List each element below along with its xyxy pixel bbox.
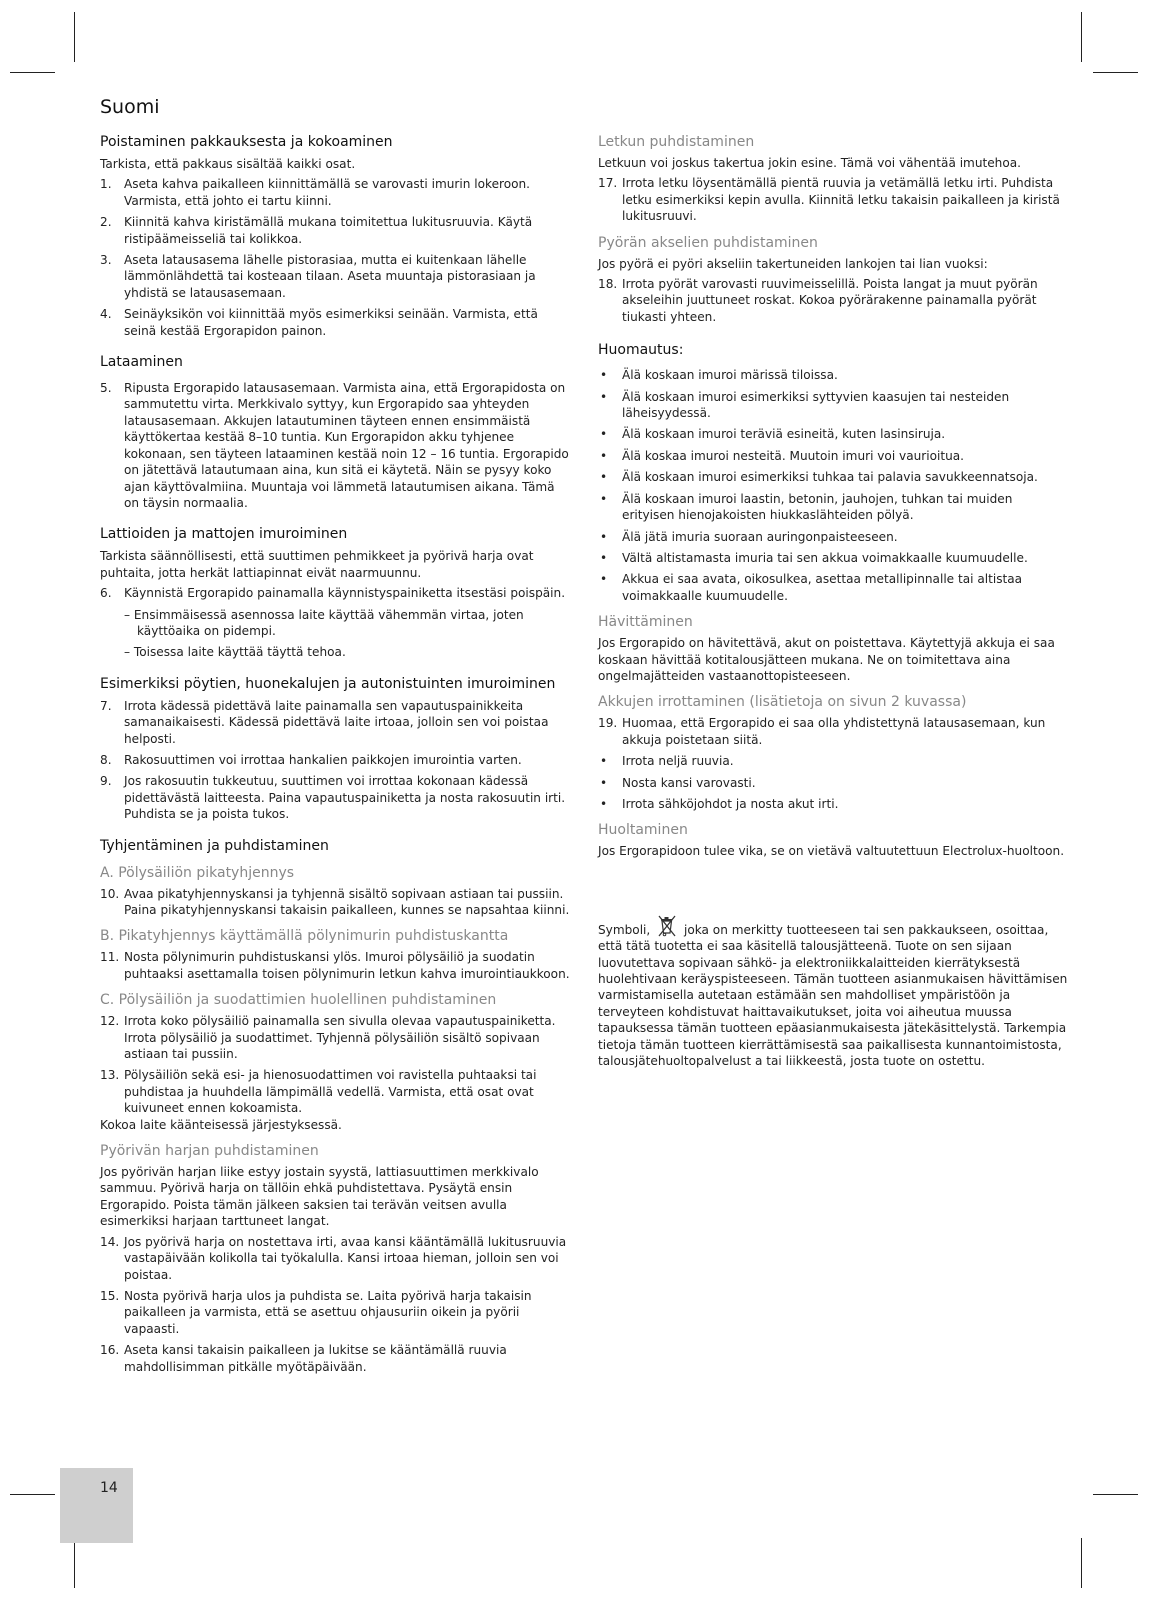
service-heading: Huoltaminen xyxy=(598,822,688,839)
list-item: • Vältä altistamasta imuria tai sen akkua voimakkaalle kuumuudelle. xyxy=(600,550,1028,565)
list-item: 2. Kiinnitä kahva kiristämällä mukana toimitettua lukitusruuvia. Käytä ristipäämeisseliä tai kolikkoa. xyxy=(100,215,533,246)
brush-heading: Pyörivän harjan puhdistaminen xyxy=(100,1143,319,1160)
list-item: 18. Irrota pyörät varovasti ruuvimeisselillä. Poista langat ja muut pyörän akseleihin juuttuneet roskat. Kokoa pyörärakenne painamalla pyörät tiukasti yhteen. xyxy=(598,277,1038,324)
axle-intro: Jos pyörä ei pyöri akseliin takertuneiden lankojen tai lian vuoksi: xyxy=(598,256,988,271)
list-item: • Irrota neljä ruuvia. xyxy=(600,754,734,769)
crop-mark-top-right xyxy=(1081,12,1082,62)
list-item: • Irrota sähköjohdot ja nosta akut irti. xyxy=(600,796,839,811)
note-bullets xyxy=(598,367,1068,604)
floor-intro: Tarkista säännöllisesti, että suuttimen pehmikkeet ja pyörivä harja ovat puhtaita, jotta herkät lattiapinnat eivät naarmuunnu. xyxy=(100,549,534,580)
crop-mark-bottom-right-h xyxy=(1093,1494,1138,1495)
list-item: 15. Nosta pyörivä harja ulos ja puhdista se. Laita pyörivä harja takaisin paikalleen ja varmista, että se asettuu ohjausuriin oikein ja pyörii vapaasti. xyxy=(100,1288,532,1336)
right-column xyxy=(598,133,1068,1073)
empty-a-steps xyxy=(100,886,572,919)
charging-heading: Lataaminen xyxy=(100,354,183,371)
hose-intro: Letkuun voi joskus takertua jokin esine. Tämä voi vähentää imutehoa. xyxy=(598,156,1022,170)
list-item: • Älä koskaan imuroi esimerkiksi tuhkaa tai palavia savukkeennatsoja. xyxy=(600,470,1038,485)
hose-heading: Letkun puhdistaminen xyxy=(598,134,755,150)
list-item: – Toisessa laite käyttää täyttä tehoa. xyxy=(124,645,346,660)
empty-c-outro: Kokoa laite käänteisessä järjestyksessä. xyxy=(100,1117,342,1132)
service-text: Jos Ergorapidoon tulee vika, se on vietävä valtuutettuun Electrolux-huoltoon. xyxy=(598,844,1065,859)
crossed-out-wheelie-bin-icon xyxy=(656,914,678,938)
brush-intro: Jos pyörivän harjan liike estyy jostain syystä, lattiasuuttimen merkkivalo sammuu. Pyörivä harja on tällöin ehkä puhdistettava. Pysäytä ensin Ergorapido. Poista tämän jälkeen saksien tai terävän veitsen avulla esimerkiksi harjaan tarttuneet langat. xyxy=(100,1165,539,1229)
empty-heading: Tyhjentäminen ja puhdistaminen xyxy=(100,837,329,854)
floor-heading: Lattioiden ja mattojen imuroiminen xyxy=(100,526,348,543)
dispose-heading: Hävittäminen xyxy=(598,614,693,631)
page-number-box xyxy=(60,1468,133,1543)
note-heading: Huomautus: xyxy=(598,342,684,359)
unpack-steps xyxy=(100,176,572,339)
list-item: • Älä koskaa imuroi nesteitä. Muutoin imuri voi vaurioitua. xyxy=(600,448,965,463)
list-item: 10. Avaa pikatyhjennyskansi ja tyhjennä sisältö sopivaan astiaan tai pussiin. Paina pikatyhjennyskansi takaisin paikalleen, kunnes se napsahtaa kiinni. xyxy=(100,886,570,917)
floor-steps xyxy=(100,585,572,661)
brush-steps xyxy=(100,1234,572,1375)
empty-c-heading: C. Pölysäiliön ja suodattimien huolellinen puhdistaminen xyxy=(100,992,497,1009)
list-item: 9. Jos rakosuutin tukkeutuu, suuttimen voi irrottaa kokonaan kädessä pidettävästä laitteesta. Paina vapautuspainiketta ja nosta rakosuutin irti. Puhdista se ja poista tukos. xyxy=(100,774,566,822)
list-item: • Älä koskaan imuroi esimerkiksi syttyvien kaasujen tai nesteiden läheisyydessä. xyxy=(600,389,1010,421)
list-item: 5. Ripusta Ergorapido latausasemaan. Varmista aina, että Ergorapidosta on sammutettu virta. Merkkivalo syttyy, kun Ergorapido saa yhteyden latausasemaan. Akkujen latautuminen täyteen ennen ensimmäistä käyttökertaa kestää 8–10 tuntia. Kun Ergorapidon akku tyhjenee kokonaan, sen täyteen lataaminen kestää noin 12 – 16 tuntia. Ergorapido on jätettävä latautumaan aina, kun sitä ei käytetä. Näin se pysyy koko ajan käyttövalmiina. Muuntaja voi lämmetä latautumisen aikana. Tämä on täysin normaalia. xyxy=(100,381,569,510)
crop-mark-top-right-h xyxy=(1093,72,1138,73)
list-item: 1. Aseta kahva paikalleen kiinnittämällä se varovasti imurin lokeroon. Varmista, että johto ei tartu kiinni. xyxy=(100,177,531,208)
list-item: 16. Aseta kansi takaisin paikalleen ja lukitse se kääntämällä ruuvia mahdollisimman pitkälle myötäpäivään. xyxy=(100,1343,507,1374)
list-item: 7. Irrota kädessä pidettävä laite painamalla sen vapautuspainikkeita samanaikaisesti. Kädessä pidettävä laite irtoaa, jolloin sen voi poistaa helposti. xyxy=(100,698,549,746)
crop-mark-top-left-h xyxy=(10,72,55,73)
list-item: 8. Rakosuuttimen voi irrottaa hankalien paikkojen imurointia varten. xyxy=(100,752,522,767)
list-item: • Älä koskaan imuroi laastin, betonin, jauhojen, tuhkan tai muiden erityisen hienojakoisten hiukkaslähteiden pölyä. xyxy=(600,491,1013,523)
list-item: 13. Pölysäiliön sekä esi- ja hienosuodattimen voi ravistella puhtaaksi tai puhdistaa ja huuhdella lämpimällä vedellä. Varmista, että osat ovat kuivuneet ennen kokoamista. xyxy=(100,1068,537,1116)
list-item: • Älä jätä imuria suoraan auringonpaisteeseen. xyxy=(600,529,898,544)
empty-a-heading: A. Pölysäiliön pikatyhjennys xyxy=(100,864,295,881)
list-item: 14. Jos pyörivä harja on nostettava irti, avaa kansi kääntämällä lukitusruuvia vastapäivään kolikolla tai työkalulla. Kansi irtoaa hieman, jolloin sen voi poistaa. xyxy=(100,1234,567,1282)
unpack-heading: Poistaminen pakkauksesta ja kokoaminen xyxy=(100,134,393,150)
page-language-title: Suomi xyxy=(100,96,160,118)
dispose-text: Jos Ergorapido on hävitettävä, akut on poistettava. Käytettyjä akkuja ei saa koskaan hävittää kotitalousjätteen mukana. Ne on toimitettava aina ongelmajätteiden vastaanottopisteeseen. xyxy=(598,636,1055,683)
list-item: • Älä koskaan imuroi teräviä esineitä, kuten lasinsiruja. xyxy=(600,427,946,442)
list-item: • Älä koskaan imuroi märissä tiloissa. xyxy=(600,368,838,383)
tables-heading: Esimerkiksi pöytien, huonekalujen ja autonistuinten imuroiminen xyxy=(100,675,556,692)
list-item: • Nosta kansi varovasti. xyxy=(600,775,756,790)
hose-steps xyxy=(598,175,1068,224)
list-item: 6. Käynnistä Ergorapido painamalla käynnistyspainiketta itsestäsi poispäin. xyxy=(100,586,566,601)
tables-steps xyxy=(100,698,572,823)
weee-symbol-paragraph: Symboli, joka on merkitty tuotteeseen tai sen pakkaukseen, osoittaa, että tätä tuotetta ei saa käsitellä talousjätteenä. Tuote on sen sijaan luovutettava sopivaan sähkö- ja elektroniikkalaitteiden kierrätyksestä huolehtivaan keräyspisteeseen. Tämän tuotteen asianmukaisen hävittämisen varmistamisella autetaan estämään sen mahdolliset ympäristöön ja terveyteen kohdistuvat haittavaikutukset, joita voi aiheutua muussa tapauksessa tämän tuotteen epäasianmukaisesta jätekäsittelystä. Tarkempia tietoja tämän tuotteen kierrättämisestä saa paikallisesta kunnantoimistosta, talousjätehuoltopalvelust a tai liikkeestä, josta tuote on ostettu. xyxy=(598,914,1068,1070)
left-column xyxy=(100,133,572,1380)
list-item: 12. Irrota koko pölysäiliö painamalla sen sivulla olevaa vapautuspainiketta. Irrota pölysäiliö ja suodattimet. Tyhjennä pölysäiliön sisältö sopivaan astiaan tai pussiin. xyxy=(100,1014,556,1062)
battery-steps xyxy=(598,715,1068,748)
list-item: 19. Huomaa, että Ergorapido ei saa olla yhdistettynä latausasemaan, kun akkuja poistetaan siitä. xyxy=(598,716,1046,747)
empty-c-steps xyxy=(100,1013,572,1116)
empty-b-heading: B. Pikatyhjennys käyttämällä pölynimurin puhdistuskantta xyxy=(100,928,509,945)
list-item: 17. Irrota letku löysentämällä pientä ruuvia ja vetämällä letku irti. Puhdista letku esimerkiksi kepin avulla. Kiinnitä letku takaisin paikalleen ja kiristä lukitusruuvi. xyxy=(598,176,1060,224)
page-number: 14 xyxy=(100,1480,118,1496)
crop-mark-top-left xyxy=(74,12,75,62)
crop-mark-bottom-left xyxy=(74,1538,75,1588)
list-item: 4. Seinäyksikön voi kiinnittää myös esimerkiksi seinään. Varmista, että seinä kestää Ergorapidon painon. xyxy=(100,307,538,338)
crop-mark-bottom-right xyxy=(1081,1538,1082,1588)
axle-heading: Pyörän akselien puhdistaminen xyxy=(598,234,818,251)
list-item: 11. Nosta pölynimurin puhdistuskansi ylös. Imuroi pölysäiliö ja suodatin puhtaaksi asettamalla toisen pölynimurin letkun kahva imurointiaukkoon. xyxy=(100,950,570,981)
empty-b-steps xyxy=(100,949,572,982)
list-item: – Ensimmäisessä asennossa laite käyttää vähemmän virtaa, joten käyttöaika on pidempi. xyxy=(124,607,524,638)
list-item: 3. Aseta latausasema lähelle pistorasiaa, mutta ei kuitenkaan lähelle lämmönlähdettä tai kosteaan tilaan. Aseta muuntaja pistorasiaan ja yhdistä se latausasemaan. xyxy=(100,253,536,300)
charging-steps xyxy=(100,380,572,511)
list-item: • Akkua ei saa avata, oikosulkea, asettaa metallipinnalle tai altistaa voimakkaalle kuumuudelle. xyxy=(600,572,1023,603)
battery-heading: Akkujen irrottaminen (lisätietoja on sivun 2 kuvassa) xyxy=(598,694,967,711)
axle-steps xyxy=(598,276,1068,325)
battery-bullets xyxy=(598,753,1068,812)
unpack-intro: Tarkista, että pakkaus sisältää kaikki osat. xyxy=(100,157,356,171)
crop-mark-bottom-left-h xyxy=(10,1494,55,1495)
